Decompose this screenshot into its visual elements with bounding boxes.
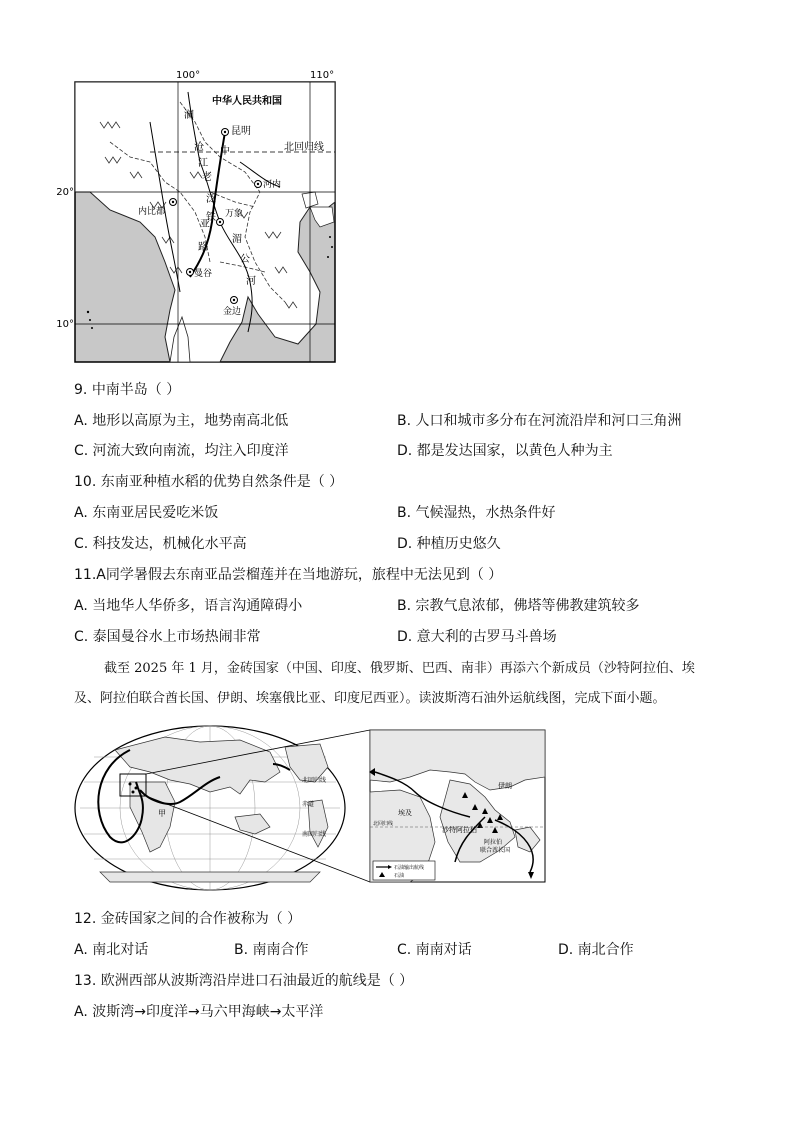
passage-line-2: 及、阿拉伯联合酋长国、伊朗、埃塞俄比亚、印度尼西亚）。读波斯湾石油外运航线图，完成下面小题。 [74,691,666,706]
lat-10-label: 10° [56,319,74,330]
q11-stem [74,566,502,584]
q10-option-c[interactable]: C. 科技发达，机械化水平高 [74,536,247,552]
legend-oil-label: 石油 [394,873,405,879]
indochina-map-svg [56,62,370,367]
tropic-label: 北回归线 [284,142,324,153]
oil-route-map-svg [70,722,550,894]
oil-route-map [70,722,550,894]
jia-label: 甲 [158,809,166,818]
world-tropic-s-label: 南回归线 [302,831,327,838]
q13-stem [74,972,413,990]
q9-text: 中南半岛（ ） [91,382,181,398]
lon-100-label: 100° [176,70,201,81]
inset-tropic-label: 北回归线 [373,821,394,827]
lat-20-label: 20° [56,187,74,198]
q11-number: 11. [74,567,97,583]
hanoi-label: 河内 [263,180,282,190]
inset-uae-label-1: 阿拉伯 [484,839,503,846]
q12-stem [74,910,301,928]
mekong-char-2: 公 [240,254,250,265]
vtext-char-3: 江 [198,158,208,169]
q10-text: 东南亚种植水稻的优势自然条件是（ ） [100,474,344,490]
q11-option-c[interactable]: C. 泰国曼谷水上市场热闹非常 [74,629,261,645]
q9-option-b[interactable]: B. 人口和城市多分布在河流沿岸和河口三角洲 [397,413,682,429]
rail-char-2: 亚 [200,219,210,230]
china-label: 中华人民共和国 [212,96,282,107]
q11-option-a[interactable]: A. 当地华人华侨多，语言沟通障碍小 [74,598,303,614]
q10-option-d[interactable]: D. 种植历史悠久 [397,536,501,552]
q9-number: 9. [74,382,88,398]
q10-number: 10. [74,474,97,490]
q12-text: 金砖国家之间的合作被称为（ ） [100,911,302,927]
q11-option-b[interactable]: B. 宗教气息浓郁，佛塔等佛教建筑较多 [397,598,640,614]
rail-char-1: 泛 [206,194,216,205]
q10-option-a[interactable]: A. 东南亚居民爱吃米饭 [74,505,219,521]
q13-option-a[interactable]: A. 波斯湾→印度洋→马六甲海峡→太平洋 [74,1004,324,1020]
q9-option-a[interactable]: A. 地形以高原为主，地势南高北低 [74,413,289,429]
inset-iran-label: 伊朗 [498,782,512,790]
vientiane-label: 万象 [225,209,244,219]
vtext-char-4: 老 [202,172,212,183]
inset-egypt-label: 埃及 [398,809,412,817]
q13-text: 欧洲西部从波斯湾沿岸进口石油最近的航线是（ ） [100,973,414,989]
q12-option-b[interactable]: B. 南南合作 [234,942,309,958]
world-equator-label: 赤道 [302,801,315,808]
q12-option-c[interactable]: C. 南南对话 [397,942,472,958]
naypyidaw-label: 内比都 [138,207,166,217]
q13-number: 13. [74,973,97,989]
kunming-label: 昆明 [231,126,251,137]
q11-text: A同学暑假去东南亚品尝榴莲并在当地游玩，旅程中无法见到（ ） [96,567,503,583]
world-tropic-n-label: 北回归线 [302,777,327,784]
rail-char-zhong: 中 [220,146,230,157]
q9-stem [74,381,180,399]
passage-line-1: 截至 2025 年 1 月，金砖国家（中国、印度、俄罗斯、巴西、南非）再添六个新成员（沙特阿拉伯、埃 [104,661,695,676]
rail-char-4: 路 [198,242,208,253]
indochina-map [56,62,370,367]
q11-option-d[interactable]: D. 意大利的古罗马斗兽场 [397,629,557,645]
vtext-char-1: 澜 [184,110,194,121]
q12-option-d[interactable]: D. 南北合作 [558,942,634,958]
mekong-char-3: 河 [246,276,256,287]
q9-option-d[interactable]: D. 都是发达国家，以黄色人种为主 [397,443,613,459]
rail-char-3: 铁 [206,212,216,223]
q10-stem [74,473,343,491]
vtext-char-2: 沧 [194,142,204,153]
q12-option-a[interactable]: A. 南北对话 [74,942,149,958]
q10-option-b[interactable]: B. 气候湿热，水热条件好 [397,505,556,521]
bangkok-label: 曼谷 [194,269,213,279]
legend-route-label: 石油输出航线 [394,865,425,871]
inset-saudi-label: 沙特阿拉伯 [442,826,477,834]
q9-option-c[interactable]: C. 河流大致向南流，均注入印度洋 [74,443,289,459]
inset-uae-label-2: 联合酋长国 [480,847,511,854]
mekong-char-1: 湄 [232,234,242,245]
lon-110-label: 110° [310,70,335,81]
q12-number: 12. [74,911,97,927]
phnompenh-label: 金边 [223,307,242,317]
